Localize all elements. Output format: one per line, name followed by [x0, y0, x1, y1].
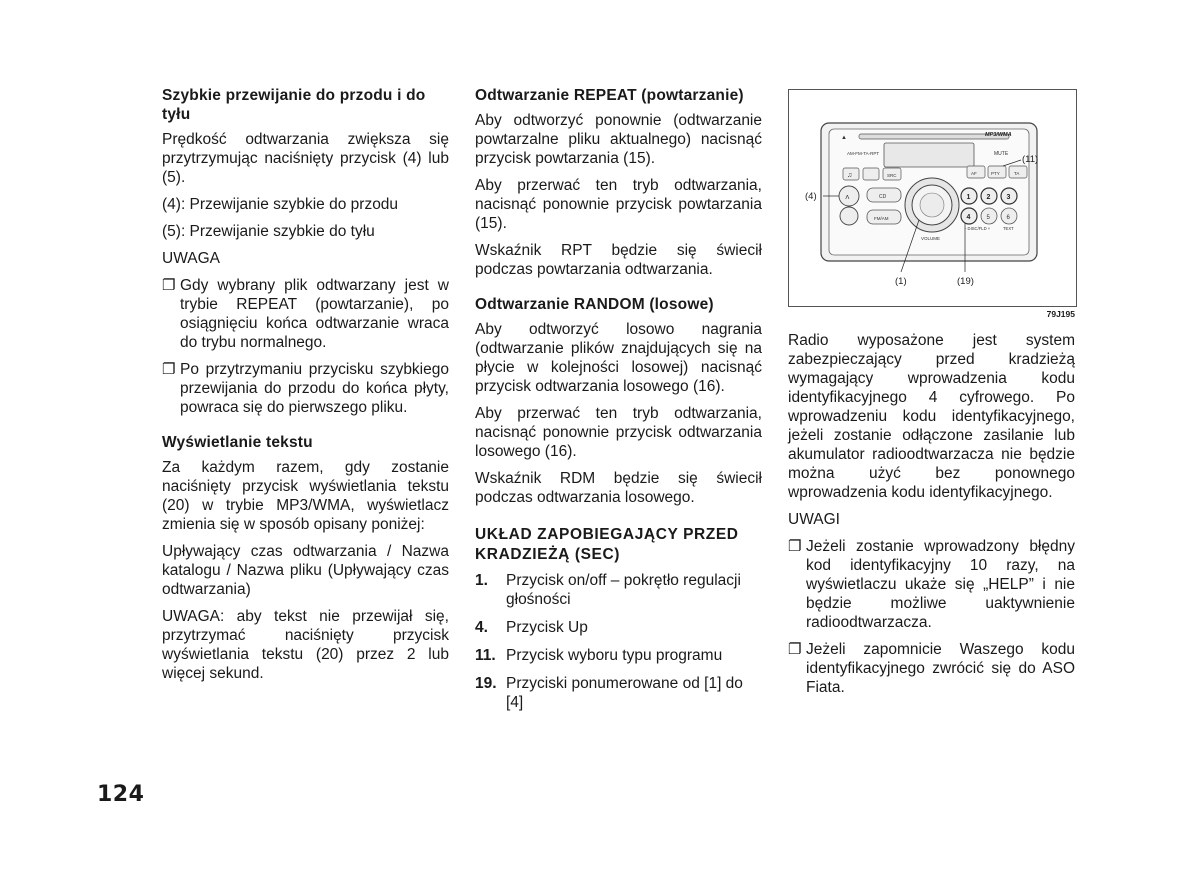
- column-3: [788, 86, 1075, 705]
- list-item: 19. Przyciski ponumerowane od [1] do [4]: [475, 675, 743, 711]
- callout-19: (19): [957, 276, 974, 287]
- radio-figure: [788, 89, 1077, 307]
- bullet-item: ❐ Po przytrzymaniu przycisku szybkiego przewijania do przodu do końca płyty, powraca się do pierwszego pliku.: [162, 361, 449, 416]
- numbered-list: [475, 571, 762, 712]
- column-1: [162, 86, 449, 691]
- radio-illustration: [789, 90, 1076, 306]
- page-number: 124: [97, 782, 145, 807]
- paragraph: Aby przerwać ten tryb odtwarzania, nacisnąć ponownie przycisk odtwarzania losowego (16).: [475, 405, 762, 460]
- paragraph: Aby odtworzyć ponownie (odtwarzanie powtarzalne pliku aktualnego) nacisnąć przycisk powtarzania (15).: [475, 112, 762, 167]
- list-item: 4. Przycisk Up: [475, 619, 588, 636]
- preset-digit: 4: [966, 214, 971, 221]
- cd-label: CD: [879, 194, 887, 200]
- setup-button: [863, 168, 879, 180]
- af-label: AF: [971, 171, 977, 176]
- note-label: UWAGA: [162, 250, 220, 267]
- paragraph: (5): Przewijanie szybkie do tyłu: [162, 223, 375, 240]
- auto-label: AM-FM-TA-RPT: [847, 151, 880, 156]
- figure-code: 79J195: [1046, 309, 1075, 319]
- checkbox-bullet-icon: ❐: [788, 641, 802, 658]
- callout-11: (11): [1022, 154, 1039, 165]
- fmam-label: FM/AM: [874, 216, 889, 221]
- preset-digit: 6: [1006, 215, 1010, 221]
- paragraph: Prędkość odtwarzania zwiększa się przytrzymując naciśnięty przycisk (4) lub (5).: [162, 131, 449, 186]
- bullet-item: ❐ Jeżeli zapomnicie Waszego kodu identyfikacyjnego zwrócić się do ASO Fiata.: [788, 641, 1075, 696]
- paragraph: UWAGA: aby tekst nie przewijał się, przytrzymać naciśnięty przycisk wyświetlania tekstu (20) przez 2 lub więcej sekund.: [162, 608, 449, 682]
- mute-label: MUTE: [994, 151, 1009, 157]
- checkbox-bullet-icon: ❐: [788, 538, 802, 555]
- music-note-icon: ♫: [847, 172, 853, 179]
- radio-display: [884, 143, 974, 167]
- paragraph: Upływający czas odtwarzania / Nazwa katalogu / Nazwa pliku (Upływający czas odtwarzania): [162, 543, 449, 598]
- list-item: 11. Przycisk wyboru typu programu: [475, 647, 723, 664]
- preset-digit: 5: [986, 215, 990, 221]
- list-item: 1. Przycisk on/off – pokrętło regulacji głośności: [475, 572, 741, 608]
- preset-digit: 3: [1006, 194, 1011, 201]
- heading-fast-forward: Szybkie przewijanie do przodu i do tyłu: [162, 87, 426, 123]
- src-label: SRC: [887, 173, 897, 178]
- callout-4: (4): [805, 191, 817, 202]
- paragraph: Wskaźnik RDM będzie się świecił podczas odtwarzania losowego.: [475, 470, 762, 506]
- checkbox-bullet-icon: ❐: [162, 277, 176, 294]
- bullet-item: ❐ Jeżeli zostanie wprowadzony błędny kod identyfikacyjny 10 razy, na wyświetlaczu ukaże się „HELP” i nie będzie możliwe uaktywnienie radioodtwarzacza.: [788, 538, 1075, 631]
- heading-random: Odtwarzanie RANDOM (losowe): [475, 296, 714, 313]
- heading-text-display: Wyświetlanie tekstu: [162, 434, 313, 451]
- column-2: [475, 86, 762, 721]
- pty-label: PTY: [991, 171, 1000, 176]
- preset-digit: 2: [986, 194, 991, 201]
- preset-digit: 1: [966, 194, 971, 201]
- paragraph: Radio wyposażone jest system zabezpieczający przed kradzieżą wymagający wprowadzenia kodu identyfikacyjnego 4 cyfrowego. Po wprowadzeniu kodu identyfikacyjnego, jeżeli zostanie odłączone zasilanie lub akumulator radioodtwarzacza nie będzie można użyć bez ponownego wprowadzenia kodu identyfikacyjnego.: [788, 332, 1075, 501]
- paragraph: Aby przerwać ten tryb odtwarzania, nacisnąć ponownie przycisk powtarzania (15).: [475, 177, 762, 232]
- down-button: [840, 207, 858, 225]
- bullet-item: ❐ Gdy wybrany plik odtwarzany jest w trybie REPEAT (powtarzanie), po osiągnięciu końca odtwarzanie wraca do trybu normalnego.: [162, 277, 449, 351]
- checkbox-bullet-icon: ❐: [162, 361, 176, 378]
- ta-label: TA: [1014, 171, 1020, 176]
- paragraph: (4): Przewijanie szybkie do przodu: [162, 196, 399, 213]
- volume-label: VOLUME: [921, 236, 941, 241]
- note-label: UWAGI: [788, 511, 840, 528]
- volume-knob-center: [920, 193, 944, 217]
- paragraph: Aby odtworzyć losowo nagrania (odtwarzanie plików znajdujących się na płycie w kolejności losowej) nacisnąć przycisk odtwarzania losowego (16).: [475, 321, 762, 395]
- heading-repeat: Odtwarzanie REPEAT (powtarzanie): [475, 87, 744, 104]
- text-label: TEXT: [1003, 226, 1014, 231]
- paragraph: Wskaźnik RPT będzie się świecił podczas powtarzania odtwarzania.: [475, 242, 762, 278]
- eject-icon: ▲: [841, 135, 847, 141]
- heading-anti-theft: UKŁAD ZAPOBIEGAJĄCY PRZED KRADZIEŻĄ (SEC): [475, 526, 739, 563]
- mp3-label: MP3/WMA: [985, 132, 1012, 138]
- paragraph: Za każdym razem, gdy zostanie naciśnięty przycisk wyświetlania tekstu (20) w trybie MP3/WMA, wyświetlacz zmienia się w sposób opisany poniżej:: [162, 459, 449, 533]
- callout-1: (1): [895, 276, 907, 287]
- disc-label: - DISC/FLD +: [965, 226, 991, 231]
- chevron-up-icon: ˄: [845, 193, 850, 202]
